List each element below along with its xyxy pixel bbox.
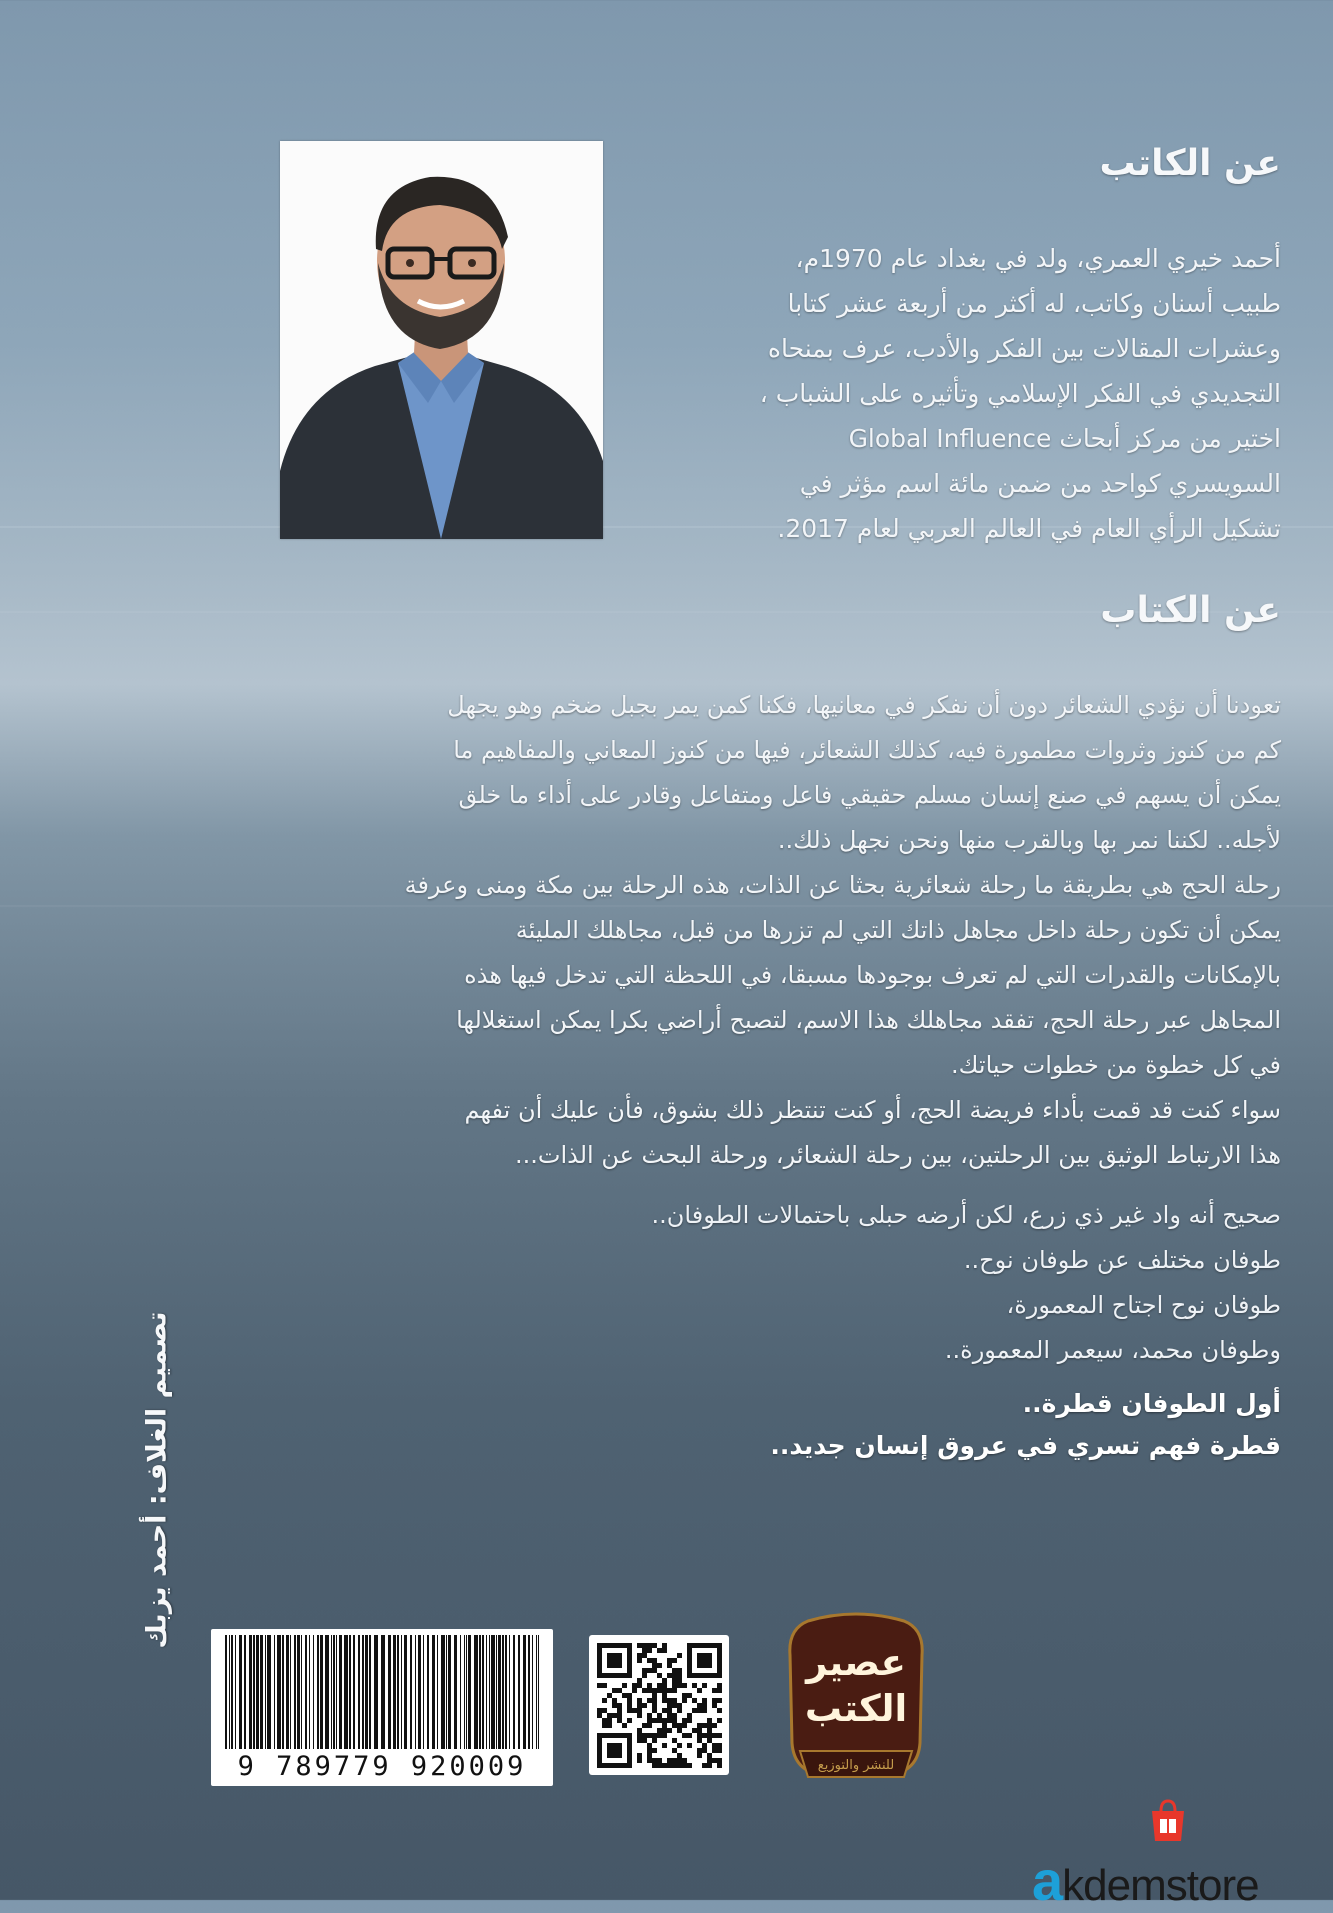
author-bio-line: أحمد خيري العمري، ولد في بغداد عام 1970م، xyxy=(795,244,1281,273)
publisher-name-line1: عصير xyxy=(806,1641,906,1684)
store-watermark-a: a xyxy=(1032,1849,1063,1912)
author-bio-line: وعشرات المقالات بين الفكر والأدب، عرف بمنحاه xyxy=(767,334,1281,363)
book-heading: عن الكتاب xyxy=(1100,590,1281,631)
book-description-line: كم من كنوز وثروات مطمورة فيه، كذلك الشعائر، فيها من كنوز المعاني والمفاهيم ما xyxy=(453,736,1281,764)
qr-code xyxy=(589,1635,729,1775)
poem-line: طوفان مختلف عن طوفان نوح.. xyxy=(963,1246,1281,1274)
book-description-line: في كل خطوة من خطوات حياتك. xyxy=(951,1051,1281,1079)
book-description-line: رحلة الحج هي بطريقة ما رحلة شعائرية بحثا عن الذات، هذه الرحلة بين مكة ومنى وعرفة xyxy=(404,871,1281,899)
book-description-line: سواء كنت قد قمت بأداء فريضة الحج، أو كنت تنتظر ذلك بشوق، فأن عليك أن تفهم xyxy=(464,1096,1281,1124)
publisher-tagline: للنشر والتوزيع xyxy=(817,1758,895,1773)
book-description-line: يمكن أن يسهم في صنع إنسان مسلم حقيقي فاعل ومتفاعل وقادر على أداء ما خلق xyxy=(458,781,1281,809)
book-bag-icon xyxy=(1148,1797,1188,1843)
book-description-line: تعودنا أن نؤدي الشعائر دون أن نفكر في معانيها، فكنا كمن يمر بجبل ضخم وهو يجهل xyxy=(447,691,1281,719)
author-bio xyxy=(641,236,1281,551)
poem-line: وطوفان محمد، سيعمر المعمورة.. xyxy=(944,1336,1281,1364)
poem-line: طوفان نوح اجتاح المعمورة، xyxy=(1006,1291,1281,1319)
closing-line: قطرة فهم تسري في عروق إنسان جديد.. xyxy=(770,1431,1281,1460)
closing-line: أول الطوفان قطرة.. xyxy=(1022,1389,1281,1418)
book-description xyxy=(249,683,1281,1178)
author-photo xyxy=(280,141,603,539)
book-description-line: المجاهل عبر رحلة الحج، تفقد مجاهلك هذا الاسم، لتصبح أراضي بكرا يمكن استغلالها xyxy=(456,1006,1281,1034)
book-description-line: هذا الارتباط الوثيق بين الرحلتين، بين رحلة الشعائر، ورحلة البحث عن الذات... xyxy=(514,1141,1281,1169)
publisher-logo xyxy=(786,1611,926,1794)
book-description-line: لأجله.. لكننا نمر بها وبالقرب منها ونحن نجهل ذلك.. xyxy=(777,826,1281,854)
author-bio-line: التجديدي في الفكر الإسلامي وتأثيره على الشباب ، xyxy=(759,379,1281,408)
author-bio-line: تشكيل الرأي العام في العالم العربي لعام 2017. xyxy=(777,514,1281,543)
closing-quote xyxy=(581,1383,1281,1467)
author-portrait-icon xyxy=(280,141,603,539)
book-description-line: يمكن أن تكون رحلة داخل مجاهل ذاتك التي لم تزرها من قبل، مجاهلك المليئة xyxy=(515,916,1281,944)
author-bio-line: طبيب أسنان وكاتب، له أكثر من أربعة عشر كتابا xyxy=(787,289,1281,318)
store-watermark xyxy=(1032,1848,1259,1913)
cover-designer-text: تصميم الغلاف: أحمد يزبك xyxy=(141,1311,173,1649)
author-heading: عن الكاتب xyxy=(1099,143,1281,184)
cover-designer-credit xyxy=(132,1220,182,1740)
book-description-line: بالإمكانات والقدرات التي لم تعرف بوجودها مسبقا، في اللحظة التي تدخل فيها هذه xyxy=(464,961,1281,989)
publisher-name-line2: الكتب xyxy=(804,1687,908,1730)
poem xyxy=(581,1193,1281,1373)
isbn-barcode xyxy=(211,1629,553,1786)
author-bio-line: اختير من مركز أبحاث Global Influence xyxy=(848,424,1281,453)
poem-line: صحيح أنه واد غير ذي زرع، لكن أرضه حبلى باحتمالات الطوفان.. xyxy=(651,1201,1281,1229)
barcode-icon xyxy=(211,1635,553,1753)
author-bio-line: السويسري كواحد من ضمن مائة اسم مؤثر في xyxy=(799,469,1281,498)
qr-code-icon xyxy=(589,1635,729,1775)
store-watermark-rest: kdemstore xyxy=(1062,1861,1259,1910)
isbn-number: 9 789779 920009 xyxy=(237,1751,527,1782)
